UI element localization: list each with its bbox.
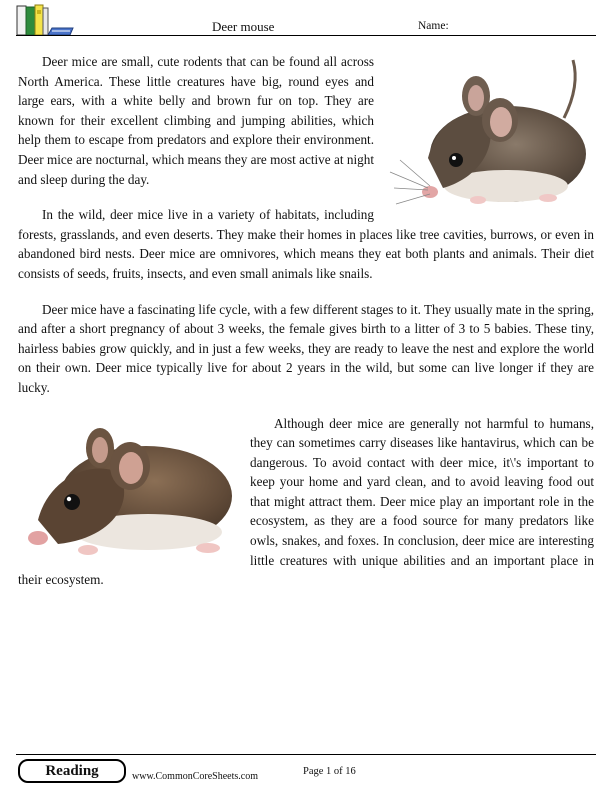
page-title: Deer mouse — [212, 19, 275, 34]
footer-divider — [16, 754, 596, 755]
article-body — [18, 52, 594, 606]
name-label: Name: — [418, 20, 449, 32]
paragraph-4: Although deer mice are generally not harmful to humans, they can sometimes carry diseases like hantavirus, which can be dangerous. To avoid contact with deer mice, it\'s important to keep your home and yard clean, and to avoid leaving food out that might attract them. Deer mice play an important role in the ecosystem, as they are a food source for many predators like owls, snakes, and foxes. In conclusion, deer mice are interesting little creatures with unique abilities and an important place in their ecosystem. — [18, 415, 594, 588]
paragraph-1: Deer mice are small, cute rodents that can be found all across North America. These little creatures have big, round eyes and large ears, with a white belly and brown fur on top. They are known for their excellent climbing and jumping abilities, which help them to escape from predators and explore their environment. Deer mice are nocturnal, which means they are most active at night and sleep during the day. — [18, 54, 374, 187]
site-url: www.CommonCoreSheets.com — [132, 771, 259, 782]
paragraph-3: Deer mice have a fascinating life cycle, with a few different stages to it. They usually mate in the spring, and after a short pregnancy of about 3 weeks, the female gives birth to a litter of 3 to 5 babies. These tiny, hairless babies grow quickly, and in just a few weeks, they are ready to leave the nest and explore the world on their own. Deer mice typically live for about 2 years in the wild, but some can live longer if they are lucky. — [18, 301, 594, 395]
books-icon — [16, 4, 76, 36]
deer-mouse-photo — [388, 48, 594, 214]
subject-badge: Reading — [18, 759, 126, 783]
page-header — [0, 0, 612, 40]
page-number: Page 1 of 16 — [303, 766, 356, 777]
header-divider — [16, 35, 596, 36]
deer-mouse-photo — [18, 420, 240, 560]
paragraph-2: In the wild, deer mice live in a variety of habitats, including forests, grasslands, and even deserts. They make their homes in places like tree cavities, burrows, or even in abandoned bird nests. Deer mice are omnivores, which means they eat both plants and animals. Their diet consists of seeds, fruits, insects, and even small animals like snails. — [18, 207, 594, 281]
